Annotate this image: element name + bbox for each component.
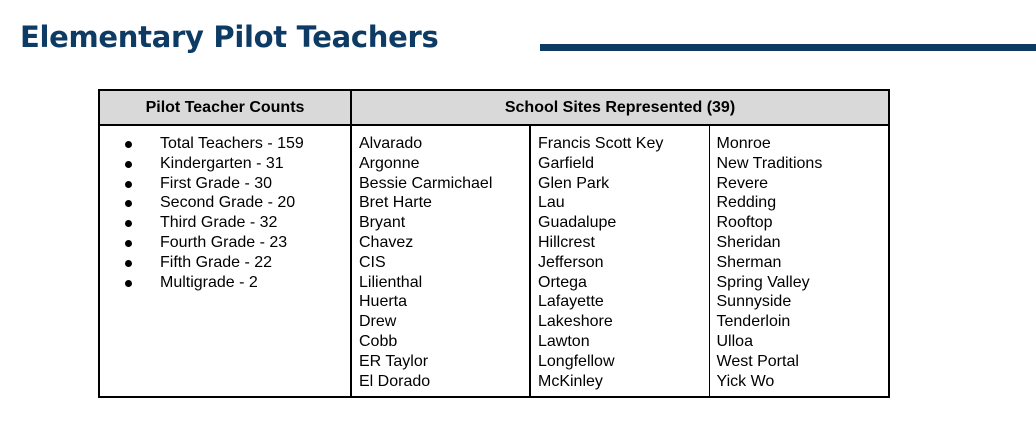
school-site-name: Drew bbox=[359, 313, 397, 331]
list-item-label: Fifth Grade - 22 bbox=[160, 253, 273, 271]
school-site-name: Sherman bbox=[716, 253, 782, 271]
school-site-name: Sunnyside bbox=[716, 293, 792, 311]
school-site-name: ER Taylor bbox=[359, 352, 429, 370]
counts-cell bbox=[99, 125, 351, 397]
list-item-label: Kindergarten - 31 bbox=[160, 154, 284, 172]
school-site-name: Guadalupe bbox=[538, 214, 617, 232]
list-item bbox=[100, 174, 350, 194]
list-item bbox=[100, 273, 350, 293]
list-item bbox=[100, 213, 350, 233]
list-item-label: First Grade - 30 bbox=[160, 174, 273, 192]
bullet-dot-icon bbox=[125, 181, 132, 188]
list-item-label: Third Grade - 32 bbox=[160, 214, 278, 232]
bullet-dot-icon bbox=[125, 240, 132, 247]
bullet-dot-icon bbox=[125, 220, 132, 227]
bullet-dot-icon bbox=[125, 141, 132, 148]
school-site-name: Alvarado bbox=[359, 135, 423, 152]
school-site-name: Garfield bbox=[538, 154, 595, 172]
list-item-label: Fourth Grade - 23 bbox=[160, 233, 288, 251]
list-item-label: Multigrade - 2 bbox=[160, 273, 258, 291]
bullet-dot-icon bbox=[125, 260, 132, 267]
counts-list bbox=[100, 134, 350, 292]
school-site-name: Spring Valley bbox=[716, 273, 810, 291]
school-site-name: Tenderloin bbox=[716, 313, 791, 331]
list-item-label: Second Grade - 20 bbox=[160, 194, 296, 212]
list-item bbox=[100, 253, 350, 273]
school-site-name: Lakeshore bbox=[538, 313, 613, 331]
school-site-name: Lawton bbox=[538, 332, 590, 350]
school-site-name: New Traditions bbox=[716, 154, 823, 172]
school-site-name: Revere bbox=[716, 174, 769, 192]
sites-column-3 bbox=[709, 125, 889, 397]
header-school-sites: School Sites Represented (39) bbox=[351, 90, 889, 125]
list-item bbox=[100, 233, 350, 253]
school-site-name: Chavez bbox=[359, 233, 414, 251]
school-site-name: Argonne bbox=[359, 154, 420, 172]
school-site-name: Sheridan bbox=[716, 233, 781, 251]
list-item-label: Total Teachers - 159 bbox=[160, 135, 304, 152]
school-site-name: Bessie Carmichael bbox=[359, 174, 493, 192]
school-site-name: CIS bbox=[359, 253, 386, 271]
school-site-name: Glen Park bbox=[538, 174, 610, 192]
bullet-dot-icon bbox=[125, 161, 132, 168]
school-site-name: Bryant bbox=[359, 214, 406, 232]
header-pilot-teacher-counts: Pilot Teacher Counts bbox=[99, 90, 351, 125]
school-site-name: Rooftop bbox=[716, 214, 773, 232]
bullet-dot-icon bbox=[125, 200, 132, 207]
school-site-name: Bret Harte bbox=[359, 194, 432, 212]
sites-column-1 bbox=[351, 125, 530, 397]
school-site-name: Monroe bbox=[716, 135, 771, 152]
school-site-name: Ortega bbox=[538, 273, 587, 291]
school-site-name: Cobb bbox=[359, 332, 398, 350]
list-item bbox=[100, 154, 350, 174]
school-site-name: West Portal bbox=[716, 352, 799, 370]
school-site-name: Yick Wo bbox=[716, 372, 775, 390]
list-item bbox=[100, 134, 350, 154]
school-site-name: Jefferson bbox=[538, 253, 604, 271]
page-title: Elementary Pilot Teachers bbox=[20, 20, 439, 54]
school-site-name: Lau bbox=[538, 194, 565, 212]
school-site-name: Lafayette bbox=[538, 293, 604, 311]
pilot-teachers-table bbox=[98, 89, 890, 398]
school-site-name: Hillcrest bbox=[538, 233, 595, 251]
table-body-row bbox=[99, 125, 889, 397]
school-site-name: Longfellow bbox=[538, 352, 615, 370]
school-site-name: Ulloa bbox=[716, 332, 753, 350]
sites-column-2 bbox=[530, 125, 709, 397]
school-site-name: Huerta bbox=[359, 293, 408, 311]
school-site-name: El Dorado bbox=[359, 372, 431, 390]
school-site-name: McKinley bbox=[538, 372, 603, 390]
school-site-name: Lilienthal bbox=[359, 273, 423, 291]
bullet-dot-icon bbox=[125, 280, 132, 287]
table-header-row bbox=[99, 90, 889, 125]
school-site-name: Redding bbox=[716, 194, 777, 212]
title-underline-bar bbox=[540, 44, 1036, 51]
school-site-name: Francis Scott Key bbox=[538, 135, 664, 152]
list-item bbox=[100, 193, 350, 213]
